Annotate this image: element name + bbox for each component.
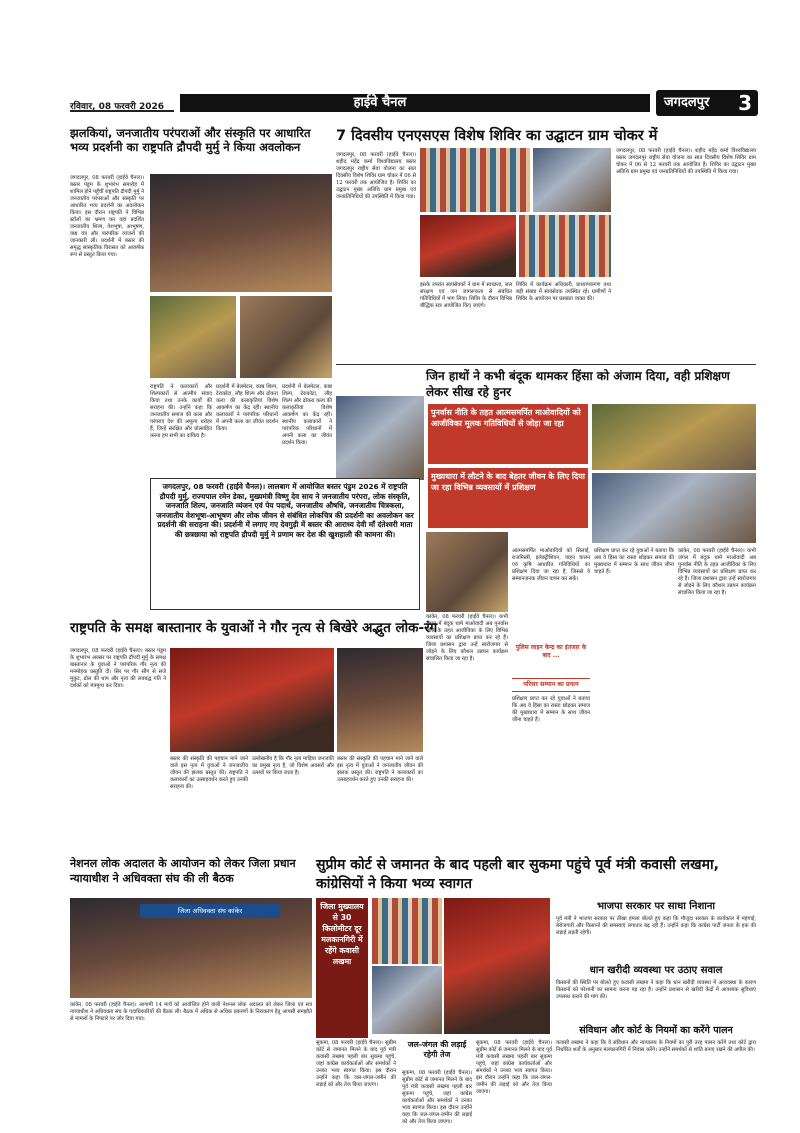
city-box bbox=[656, 90, 758, 116]
constitution-text: कवासी लखमा ने कहा कि वे संविधान और न्यायालय के नियमों का पूरी तरह पालन करेंगे तथा कोर्ट द्वारा निर्धारित शर्तों के अनुसार मलकानगिरी में निवास करेंगे। उन्होंने समर्थकों से शांति बनाए रखने की अपील की। bbox=[556, 1040, 756, 1053]
date-box bbox=[70, 94, 174, 112]
bullet-1-text: पुनर्वास नीति के तहत आत्मसमर्पित माओवादियों को आजीविका मूलक गतिविधियों से जोड़ा जा रहा bbox=[431, 408, 581, 428]
dance-photo-1 bbox=[170, 648, 334, 752]
paddy-headline: धान खरीदी व्यवस्था पर उठाए सवाल bbox=[589, 965, 723, 976]
dance-headline: राष्ट्रपति के समक्ष बास्तानार के युवाओं ने गौर नृत्य से बिखेरे अद्भुत लोक-रंग bbox=[70, 620, 438, 636]
sukma-text: सुकमा, 08 फरवरी (हाईवे चैनल)। सुप्रीम कोर्ट से जमानत मिलने के बाद पूर्व मंत्री कवासी लखमा पहली बार सुकमा पहुंचे, जहां कांग्रेस कार्यकर्ताओं और समर्थकों ने उनका भव्य स्वागत किया। इस दौरान उन्होंने कहा कि जल-जंगल-जमीन की लड़ाई को और तेज किया जाएगा। bbox=[316, 1040, 396, 1088]
art-col2: राष्ट्रपति ने कलाकारों और शिल्पकारों से आत्मीय संवाद किया तथा उनके कार्यों की सराहना की। उन्होंने कहा कि जनजातीय समाज की कला और परंपराएं देश की अमूल्य धरोहर हैं, जिन्हें संरक्षित और प्रोत्साहित करना हम सभी का दायित्व है। bbox=[150, 384, 212, 439]
sukma-text-2: सुकमा, 08 फरवरी (हाईवे चैनल)। सुप्रीम कोर्ट से जमानत मिलने के बाद पूर्व मंत्री कवासी लखमा पहली बार सुकमा पहुंचे, जहां कांग्रेस कार्यकर्ताओं और समर्थकों ने उनका भव्य स्वागत किया। इस दौरान उन्होंने कहा कि जल-जंगल-जमीन की लड़ाई को और तेज किया जाएगा। bbox=[402, 1070, 472, 1125]
sukma-subhead-text: जल-जंगल की लड़ाई रहेगी तेज bbox=[407, 1040, 467, 1059]
sukma-badge-text: जिला मुख्यालय से 30 किलोमीटर दूर मलकानगिरी में रहेंगे कवासी लखमा bbox=[320, 902, 364, 966]
camp-photo-3 bbox=[420, 215, 516, 277]
sukma-photo-3 bbox=[444, 898, 550, 1034]
art-col4: प्रदर्शनी में बेलमेटल, काष्ठ शिल्प, टेराकोटा, लौह शिल्प और ढोकरा कला की कलाकृतियां विशेष आकर्षण का केंद्र रहीं। स्थानीय कलाकारों ने पारंपरिक परिधानों में अपनी कला का जीवंत प्रदर्शन किया। bbox=[282, 384, 332, 446]
dance-col3: उल्लेखनीय है कि गौर नृत्य माड़िया जनजाति का प्रमुख नृत्य है, जो विशेष अवसरों और उत्सवों पर किया जाता है। bbox=[252, 756, 334, 776]
court-text: कांकेर, 08 फरवरी (हाईवे चैनल)। आगामी 14 मार्च को आयोजित होने वाली नेशनल लोक अदालत को लेकर जिला एवं सत्र न्यायाधीश ने अधिवक्ता संघ के पदाधिकारियों की बैठक ली। बैठक में अधिक से अधिक प्रकरणों के निराकरण हेतु आपसी समझौते से मामलों के निपटारे पर जोर दिया गया। bbox=[70, 1002, 312, 1022]
city-name: जगदलपुर bbox=[664, 95, 710, 110]
sukma-photo-1 bbox=[372, 898, 442, 964]
training-headline: जिन हाथों ने कभी बंदूक थामकर हिंसा को अंजाम दिया, वही प्रशिक्षण लेकर सीख रहे हुनर bbox=[426, 369, 730, 399]
sukma-photo-2 bbox=[372, 966, 442, 1034]
sukma-badge bbox=[316, 898, 368, 1038]
training-col5: कांकेर, 08 फरवरी (हाईवे चैनल)। कभी जंगल में बंदूक थामे माओवादी अब पुनर्वास नीति के तहत आजीविका के लिए विभिन्न व्यवसायों का प्रशिक्षण प्राप्त कर रहे हैं। जिला प्रशासन द्वारा उन्हें स्वरोजगार से जोड़ने के लिए कौशल उन्नयन कार्यक्रम संचालित किया जा रहा है। bbox=[678, 548, 756, 596]
paddy-text: किसानों की स्थिति पर बोलते हुए कवासी लखमा ने कहा कि धान खरीदी व्यवस्था में अव्यवस्था के कारण किसानों को परेशानी का सामना करना पड़ रहा है। उन्होंने प्रशासन से खरीदी केंद्रों में आवश्यक सुविधाएं उपलब्ध कराने की मांग की। bbox=[556, 980, 756, 1000]
sukma-subhead bbox=[402, 1040, 472, 1070]
bullet-1 bbox=[428, 404, 588, 464]
camp-photo-2 bbox=[533, 148, 611, 212]
bjp-text: पूर्व मंत्री ने भाजपा सरकार पर तीखा हमला बोलते हुए कहा कि मौजूदा सरकार के कार्यकाल में महंगाई, बेरोजगारी और किसानों की समस्याएं लगातार बढ़ रही हैं। उन्होंने कहा कि कांग्रेस पार्टी जनता के हक की लड़ाई लड़ती रहेगी। bbox=[556, 916, 756, 936]
training-photo-2 bbox=[592, 473, 756, 543]
court-banner-text: जिला अधिवक्ता संघ कांकेर bbox=[177, 907, 243, 915]
training-col1: कांकेर, 08 फरवरी (हाईवे चैनल)। कभी जंगल में बंदूक थामे माओवादी अब पुनर्वास नीति के तहत आजीविका के लिए विभिन्न व्यवसायों का प्रशिक्षण प्राप्त कर रहे हैं। जिला प्रशासन द्वारा उन्हें स्वरोजगार से जोड़ने के लिए कौशल उन्नयन कार्यक्रम संचालित किया जा रहा है। bbox=[426, 614, 508, 662]
masthead bbox=[70, 90, 758, 116]
caption-photo bbox=[336, 396, 424, 480]
subhead-1-text: पुलिस लाइन केन्द्र का इंतजार के बाद ... bbox=[515, 644, 587, 659]
training-photo-3 bbox=[426, 532, 508, 612]
camp-col3: शिविर में कार्यक्रम अधिकारी, प्राध्यापकगण तथा बड़ी संख्या में स्वयंसेवक उपस्थित रहे। ग्रामीणों ने शिविर के आयोजन पर प्रसन्नता व्यक्त की। bbox=[516, 282, 611, 302]
dance-col4: बस्तर की संस्कृति की पहचान माने जाने वाले इस नृत्य में युवाओं ने जनजातीय जीवन की झलक प्रस्तुत की। राष्ट्रपति ने कलाकारों का उत्साहवर्धन करते हुए उनकी सराहना की। bbox=[337, 756, 423, 783]
dance-photo-2 bbox=[337, 648, 423, 752]
bjp-headline: भाजपा सरकार पर साधा निशाना bbox=[597, 901, 715, 912]
court-photo bbox=[70, 898, 312, 998]
training-subhead-1 bbox=[512, 644, 590, 672]
training-col3: प्रशिक्षण प्राप्त कर रहे युवाओं ने बताया कि अब वे हिंसा का रास्ता छोड़कर समाज की मुख्यधारा में सम्मान के साथ जीवन जीना चाहते हैं। bbox=[512, 696, 590, 723]
bullet-2 bbox=[428, 468, 588, 528]
training-col2: आत्मसमर्पित माओवादियों को सिलाई, राजमिस्त्री, इलेक्ट्रीशियन, वाहन चालन एवं कृषि आधारित गतिविधियों का प्रशिक्षण दिया जा रहा है, जिससे वे सम्मानजनक जीवन यापन कर सकें। bbox=[512, 548, 590, 582]
art-headline: झलकियां, जनजातीय परंपराओं और संस्कृति पर आधारित भव्य प्रदर्शनी का राष्ट्रपति द्रौपदी मुर्मु ने किया अवलोकन bbox=[70, 126, 311, 154]
art-col3: प्रदर्शनी में बेलमेटल, काष्ठ शिल्प, टेराकोटा, लौह शिल्प और ढोकरा कला की कलाकृतियां विशेष आकर्षण का केंद्र रहीं। स्थानीय कलाकारों ने पारंपरिक परिधानों में अपनी कला का जीवंत प्रदर्शन किया। bbox=[216, 384, 278, 432]
camp-col2: इसके उपरांत स्वयंसेवकों ने ग्राम में स्वच्छता, जल संरक्षण एवं जन जागरूकता से संबंधित गतिविधियों में भाग लिया। शिविर के दौरान विभिन्न बौद्धिक सत्र आयोजित किए जाएंगे। bbox=[420, 282, 512, 309]
paper-name: हाईवे चैनल bbox=[353, 95, 407, 110]
camp-col1: जगदलपुर, 08 फरवरी (हाईवे चैनल)। शहीद महेंद्र कर्मा विश्वविद्यालय बस्तर जगदलपुर राष्ट्रीय सेवा योजना का सात दिवसीय विशेष शिविर ग्राम चोकर में 06 से 12 फरवरी तक आयोजित है। शिविर का उद्घाटन मुख्य अतिथि ग्राम प्रमुख एवं जनप्रतिनिधियों की उपस्थिति में किया गया। bbox=[336, 152, 416, 200]
art-photo-2 bbox=[150, 296, 236, 378]
dance-col2: बस्तर की संस्कृति की पहचान माने जाने वाले इस नृत्य में युवाओं ने जनजातीय जीवन की झलक प्रस्तुत की। राष्ट्रपति ने कलाकारों का उत्साहवर्धन करते हुए उनकी सराहना की। bbox=[170, 756, 248, 790]
sukma-text-3: सुकमा, 08 फरवरी (हाईवे चैनल)। सुप्रीम कोर्ट से जमानत मिलने के बाद पूर्व मंत्री कवासी लखमा पहली बार सुकमा पहुंचे, जहां कांग्रेस कार्यकर्ताओं और समर्थकों ने उनका भव्य स्वागत किया। इस दौरान उन्होंने कहा कि जल-जंगल-जमीन की लड़ाई को और तेज किया जाएगा। bbox=[476, 1040, 552, 1095]
camp-col4: जगदलपुर, 08 फरवरी (हाईवे चैनल)। शहीद महेंद्र कर्मा विश्वविद्यालय बस्तर जगदलपुर राष्ट्रीय सेवा योजना का सात दिवसीय विशेष शिविर ग्राम चोकर में 06 से 12 फरवरी तक आयोजित है। शिविर का उद्घाटन मुख्य अतिथि ग्राम प्रमुख एवं जनप्रतिनिधियों की उपस्थिति में किया गया। bbox=[616, 148, 756, 175]
camp-headline: 7 दिवसीय एनएसएस विशेष शिविर का उद्घाटन ग्राम चोकर में bbox=[336, 128, 658, 144]
constitution-headline: संविधान और कोर्ट के नियमों का करेंगे पालन bbox=[579, 1025, 733, 1036]
dance-col1: जगदलपुर, 08 फरवरी (हाईवे चैनल)। बस्तर पंडुम के शुभारंभ अवसर पर राष्ट्रपति द्रौपदी मुर्मु के समक्ष बास्तानार के युवाओं ने पारंपरिक गौर नृत्य की मनमोहक प्रस्तुति दी। सिर पर गौर सींग से सजे मुकुट, ढोल की थाप और नृत्य की लयबद्ध गति ने दर्शकों को मंत्रमुग्ध कर दिया। bbox=[70, 648, 166, 689]
training-subhead-2 bbox=[512, 678, 590, 692]
camp-photo-1 bbox=[420, 148, 530, 212]
caption-text: जगदलपुर, 08 फरवरी (हाईवे चैनल)। लालबाग में आयोजित बस्तर पंडुम 2026 में राष्ट्रपति द्रौपदी मुर्मु, राज्यपाल रमेन डेका, मुख्यमंत्री विष्णु देव साय ने जनजातीय परंपरा, लोक संस्कृति, जनजाति शिल्प, जनजाति व्यंजन एवं पेय पदार्थ, जनजातीय औषधि, जनजातीय चित्रकला, जनजातीय वेशभूषा-आभूषण और लोक जीवन से संबंधित लोकचित्र की प्रदर्शनी का अवलोकन कर प्रदर्शनी की सराहना की। प्रदर्शनी में लगाए गए देवगुड़ी में बस्तर की आराध्य देवी माँ दंतेश्वरी माता की छत्रछाया को राष्ट्रपति द्रौपदी मुर्मु ने प्रणाम कर देश की खुशहाली की कामना की। bbox=[156, 482, 414, 539]
sukma-headline: सुप्रीम कोर्ट से जमानत के बाद पहली बार सुकमा पहुंचे पूर्व मंत्री कवासी लखमा, कांग्रेसियों ने किया भव्य स्वागत bbox=[316, 857, 719, 892]
art-photo-1 bbox=[150, 174, 332, 292]
training-photo-1 bbox=[592, 404, 756, 470]
training-col4: प्रशिक्षण प्राप्त कर रहे युवाओं ने बताया कि अब वे हिंसा का रास्ता छोड़कर समाज की मुख्यधारा में सम्मान के साथ जीवन जीना चाहते हैं। bbox=[594, 548, 674, 575]
camp-photo-4 bbox=[519, 215, 611, 277]
art-photo-3 bbox=[240, 296, 332, 378]
training-bullets bbox=[428, 404, 588, 528]
caption-box bbox=[150, 478, 420, 610]
art-col1: जगदलपुर, 08 फरवरी (हाईवे चैनल)। बस्तर पंडुम के शुभारंभ समारोह में शामिल होने पहुँचीं राष्ट्रपति द्रौपदी मुर्मु ने जनजातीय परंपराओं और संस्कृति पर आधारित भव्य प्रदर्शनी का अवलोकन किया। इस दौरान राष्ट्रपति ने विभिन्न स्टॉलों का भ्रमण कर वहां प्रदर्शित जनजातीय शिल्प, वेशभूषा, आभूषण, वाद्य यंत्र और पारंपरिक व्यंजनों की जानकारी ली। प्रदर्शनी में बस्तर की समृद्ध सांस्कृतिक विरासत को आकर्षक रूप से प्रस्तुत किया गया। bbox=[70, 175, 145, 258]
court-headline: नेशनल लोक अदालत के आयोजन को लेकर जिला प्रधान न्यायाधीश ने अधिवक्ता संघ की ली बैठक bbox=[70, 857, 296, 885]
divider bbox=[336, 364, 756, 365]
court-banner bbox=[140, 904, 280, 918]
issue-date: रविवार, 08 फरवरी 2026 bbox=[70, 102, 165, 112]
subhead-2-text: परिसर सम्मान का प्रयत्न bbox=[523, 681, 579, 688]
bullet-2-text: मुख्यधारा में लौटने के बाद बेहतर जीवन के लिए दिया जा रहा विभिन्न व्यवसायों में प्रशिक्षण bbox=[431, 472, 585, 492]
page-number: 3 bbox=[738, 91, 752, 115]
